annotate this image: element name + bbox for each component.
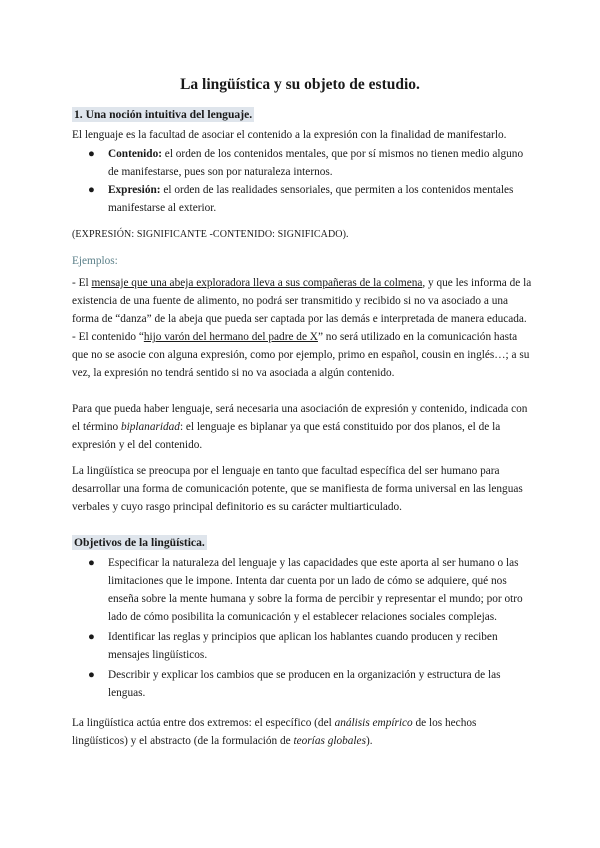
example-2 [72,328,532,382]
closing-em-1: análisis empírico [334,717,413,729]
section-1-bullets [72,145,532,217]
para2: La lingüística se preocupa por el lenguaje en tanto que facultad específica del ser humano para desarrollar una forma de comunicación potente, que se manifiesta de forma universal en las lenguas verbales y cuyo rasgo principal definitorio es su carácter multiarticulado. [72,465,523,513]
closing-post: ). [365,735,373,747]
bullet-icon: ● [88,557,95,569]
page-title: La lingüística y su objeto de estudio. [180,76,420,93]
term-contenido: Contenido: [108,148,162,160]
closing-em-2: teorías globales [293,735,366,747]
section-1 [72,106,532,244]
term-expresion-text: el orden de las realidades sensoriales, que permiten a los contenidos mentales manifestarse al exterior. [108,184,514,214]
example-2-post: ” no será utilizado en la comunicación hasta que no se asocie con alguna expresión, como por ejemplo, primo en español, cousin en inglés…; a su vez, la expresión no tendrá sentido si no va asociada a algún contenido. [72,331,530,379]
closing-pre: La lingüística actúa entre dos extremos: el específico (del [72,717,335,729]
section-1-heading: 1. Una noción intuitiva del lenguaje. [74,108,253,121]
example-1-underlined: mensaje que una abeja exploradora lleva a sus compañeras de la colmena [91,277,423,289]
closing-paragraph [72,714,532,750]
objectives-list [72,554,532,702]
objective-1: Especificar la naturaleza del lenguaje y las capacidades que este aporta al ser humano o las limitaciones que le impone. Intenta dar cuenta por un lado de cómo se adquiere, qué nos enseña sobre la mente humana y sobre la forma de percibir y representar el mundo; por otro lado de cómo posibilita la comunicación y el establecer relaciones sociales complejas. [108,557,523,623]
example-2-underlined: hijo varón del hermano del padre de X [143,331,318,343]
para1-post: : el lenguaje es biplanar ya que está constituido por dos planos, el de la expresión y el del contenido. [72,421,501,451]
objective-3: Describir y explicar los cambios que se producen en la organización y estructura de las lenguas. [108,669,501,699]
objective-2: Identificar las reglas y principios que aplican los hablantes cuando producen y reciben mensajes lingüísticos. [108,631,498,661]
para1-pre: Para que pueda haber lenguaje, será necesaria una asociación de expresión y contenido, indicada con el término [72,403,528,433]
list-item [72,145,532,181]
example-1-post: , y que les informa de la existencia de una fuente de alimento, no podrá ser transmitido y recibido si no va asociado a una forma de “danza” de la abeja que pueda ser captada por las demás e interpretada de manera educada. [72,277,532,325]
examples-label: Ejemplos: [72,255,118,267]
section-1-intro: El lenguaje es la facultad de asociar el contenido a la expresión con la finalidad de manifestarlo. [72,129,507,141]
biplanarity-paragraph [72,400,532,454]
para1-term: biplanaridad [120,421,180,433]
term-contenido-text: el orden de los contenidos mentales, que por sí mismos no tienen medio alguno de manifestarse, pues son por naturaleza internos. [108,148,524,178]
closing-mid: de los hechos lingüísticos) y el abstracto (de la formulación de [72,717,477,747]
list-item [72,181,532,217]
objectives-section [72,534,532,702]
term-expresion: Expresión: [108,184,161,196]
list-item [72,666,532,702]
bullet-icon: ● [88,669,95,681]
list-item [72,628,532,664]
linguistics-paragraph [72,462,532,516]
bullet-icon: ● [88,631,95,643]
signifier-note: (EXPRESIÓN: SIGNIFICANTE -CONTENIDO: SIGNIFICADO). [72,229,349,240]
example-2-pre: - El contenido “ [72,331,144,343]
example-1-pre: - El [72,277,92,289]
examples-section [72,252,532,382]
list-item [72,554,532,626]
objectives-heading: Objetivos de la lingüística. [74,536,205,549]
example-1 [72,274,532,328]
bullet-icon: ● [88,184,95,196]
bullet-icon: ● [88,148,95,160]
